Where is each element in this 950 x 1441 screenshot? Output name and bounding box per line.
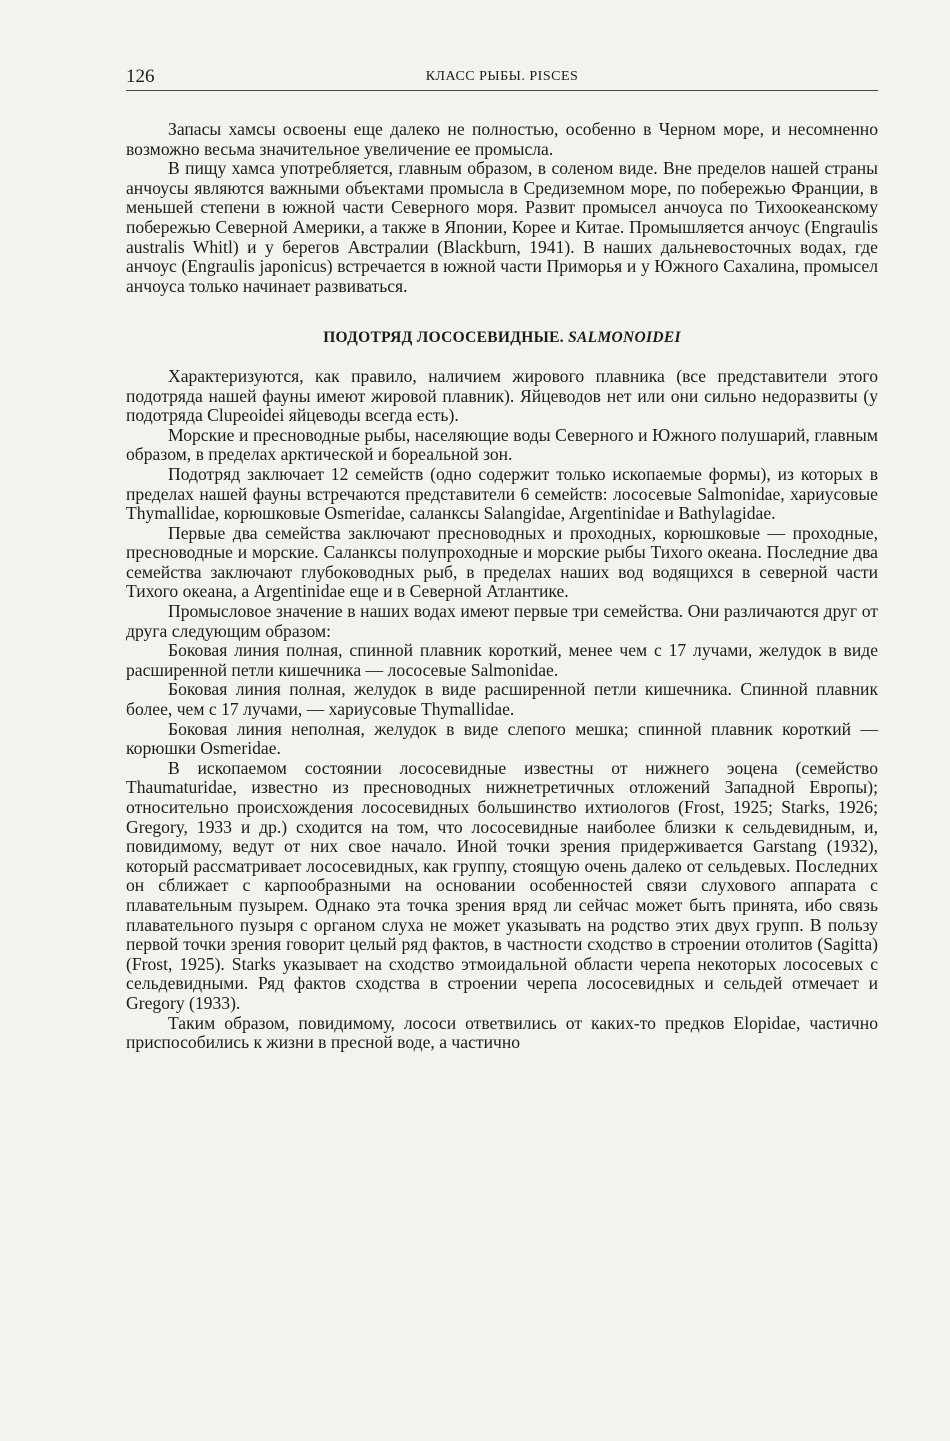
page-number: 126 [126,66,155,87]
paragraph: В ископаемом состоянии лососевидные известны от нижнего эоцена (семейство Thaumaturidae, известно из пресноводных нижнетретичных отложений Западной Европы); относительно происхождения лососевидных большинство ихтиологов (Frost, 1925; Starks, 1926; Gregory, 1933 и др.) сходится на том, что лососевидные наиболее близки к сельдевидным, и, повидимому, ведут от них свое начало. Иной точки зрения придерживается Garstang (1932), который рассматривает лососевидных, как группу, стоящую очень далеко от сельдевых. Последних он сближает с карпообразными на основании особенностей связи слухового аппарата с плавательным пузырем. Однако эта точка зрения вряд ли сейчас может быть принята, ибо связь плавательного пузыря с органом слуха не может указывать на родство этих двух групп. В пользу первой точки зрения говорит целый ряд фактов, в частности сходство в строении отолитов (Sagitta) (Frost, 1925). Starks указывает на сходство этмоидальной области черепа некоторых лососевых с сельдевидными. Ряд фактов сходства в строении черепа лососевидных и сельдей отмечает и Gregory (1933). [126,757,878,1013]
paragraph: Первые два семейства заключают пресноводных и проходных, корюшковые — проходные, пресноводные и морские. Саланксы полупроходные и морские рыбы Тихого океана. Последние два семейства заключают глубоководных рыб, в пределах наших вод водящихся в северной части Тихого океана, а Argentinidae еще и в Северной Атлантике. [126,522,878,602]
paragraph: Морские и пресноводные рыбы, населяющие воды Северного и Южного полушарий, главным образом, в пределах арктической и бореальной зон. [126,424,878,465]
paragraph: Таким образом, повидимому, лососи ответвились от каких-то предков Elopidae, частично приспособились к жизни в пресной воде, а частично [126,1012,878,1053]
section-title-latin: SALMONOIDEI [568,329,681,347]
key-entry: Боковая линия полная, спинной плавник короткий, менее чем с 17 лучами, желудок в виде расширенной петли кишечника — лососевые Salmonidae. [126,640,878,680]
page-body [126,120,878,1053]
paragraph: Промысловое значение в наших водах имеют первые три семейства. Они различаются друг от друга следующим образом: [126,601,878,641]
key-entry: Боковая линия полная, желудок в виде расширенной петли кишечника. Спинной плавник более, чем с 17 лучами, — хариусовые Thymallidae. [126,679,878,720]
running-title: КЛАСС РЫБЫ. PISCES [425,69,579,84]
section-title-russian: ПОДОТРЯД ЛОСОСЕВИДНЫЕ. [323,329,564,347]
section-title [126,328,878,348]
key-entry: Боковая линия неполная, желудок в виде слепого мешка; спинной плавник короткий — корюшки Osmeridae. [126,718,878,759]
paragraph: Подотряд заключает 12 семейств (одно содержит только ископаемые формы), из которых в пределах нашей фауны встречаются представители 6 семейств: лососевые Salmonidae, хариусовые Thymallidae, корюшковые Osmeridae, саланксы Salangidae, Argentinidae и Bathylagidae. [126,463,878,524]
paragraph: Запасы хамсы освоены еще далеко не полностью, особенно в Черном море, и несомненно возможно весьма значительное увеличение ее промысла. [126,119,878,159]
page-header [126,66,878,91]
paragraph: Характеризуются, как правило, наличием жирового плавника (все представители этого подотряда нашей фауны имеют жировой плавник). Яйцеводов нет или они сильно недоразвиты (у подотряда Clupeoidei яйцеводы всегда есть). [126,365,878,426]
paragraph: В пищу хамса употребляется, главным образом, в соленом виде. Вне пределов нашей страны анчоусы являются важными объектами промысла в Средиземном море, по побережью Франции, в меньшей степени в южной части Северного моря. Развит промысел анчоуса по Тихоокеанскому побережью Северной Америки, а также в Японии, Корее и Китае. Промышляется анчоус (Engraulis australis Whitl) и у берегов Австралии (Blackburn, 1941). В наших дальневосточных водах, где анчоус (Engraulis japonicus) встречается в южной части Приморья и у Южного Сахалина, промысел анчоуса только начинает развиваться. [126,158,878,296]
